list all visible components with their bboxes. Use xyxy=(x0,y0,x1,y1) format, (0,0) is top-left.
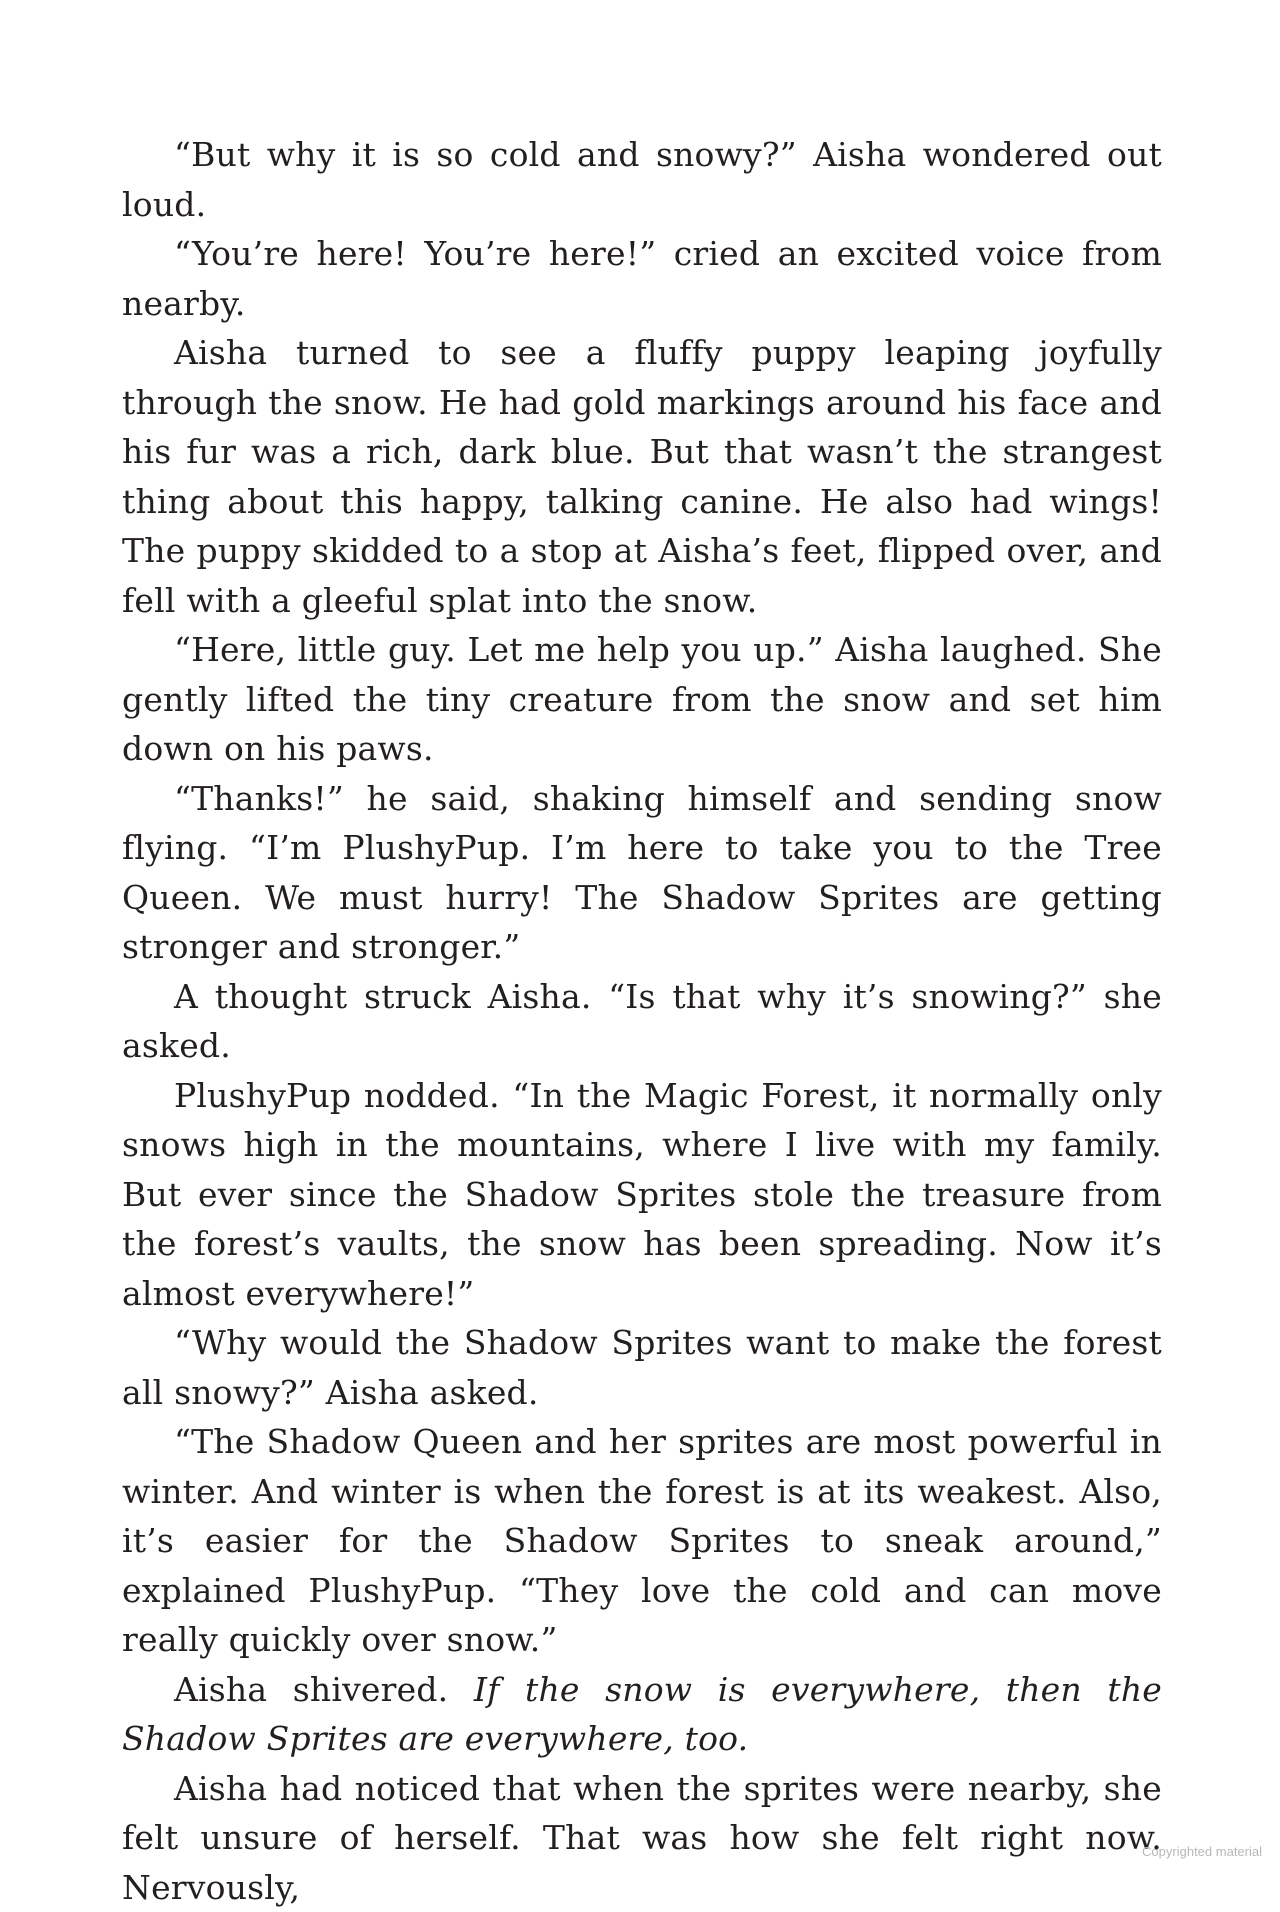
paragraph: “But why it is so cold and snowy?” Aisha wondered out loud. xyxy=(122,130,1162,229)
paragraph: A thought struck Aisha. “Is that why it’s snowing?” she asked. xyxy=(122,972,1162,1071)
paragraph: “Why would the Shadow Sprites want to make the forest all snowy?” Aisha asked. xyxy=(122,1318,1162,1417)
paragraph: “The Shadow Queen and her sprites are most powerful in winter. And winter is when the forest is at its weakest. Also, it’s easier for the Shadow Sprites to sneak around,” explained PlushyPup. “They love the cold and can move really quickly over snow.” xyxy=(122,1417,1162,1665)
paragraph: “You’re here! You’re here!” cried an excited voice from nearby. xyxy=(122,229,1162,328)
shiver-paragraph xyxy=(122,1665,1162,1764)
paragraph: “Thanks!” he said, shaking himself and sending snow flying. “I’m PlushyPup. I’m here to take you to the Tree Queen. We must hurry! The Shadow Sprites are getting stronger and stronger.” xyxy=(122,774,1162,972)
paragraph: Aisha turned to see a fluffy puppy leaping joyfully through the snow. He had gold markings around his face and his fur was a rich, dark blue. But that wasn’t the strangest thing about this happy, talking canine. He also had wings! The puppy skidded to a stop at Aisha’s feet, flipped over, and fell with a gleeful splat into the snow. xyxy=(122,328,1162,625)
shiver-lead: Aisha shivered. xyxy=(174,1670,474,1709)
paragraph: “Here, little guy. Let me help you up.” Aisha laughed. She gently lifted the tiny creature from the snow and set him down on his paws. xyxy=(122,625,1162,774)
copyright-watermark: Copyrighted material xyxy=(1142,1844,1262,1859)
paragraph: PlushyPup nodded. “In the Magic Forest, it normally only snows high in the mountains, where I live with my family. But ever since the Shadow Sprites stole the treasure from the forest’s vaults, the snow has been spreading. Now it’s almost everywhere!” xyxy=(122,1071,1162,1319)
body-text xyxy=(122,130,1162,1912)
last-paragraph: Aisha had noticed that when the sprites were nearby, she felt unsure of herself. That was how she felt right now. Nervously, xyxy=(122,1764,1162,1912)
italic-thought: If the snow is everywhere, then the Shadow Sprites are everywhere, too. xyxy=(122,1670,1162,1759)
